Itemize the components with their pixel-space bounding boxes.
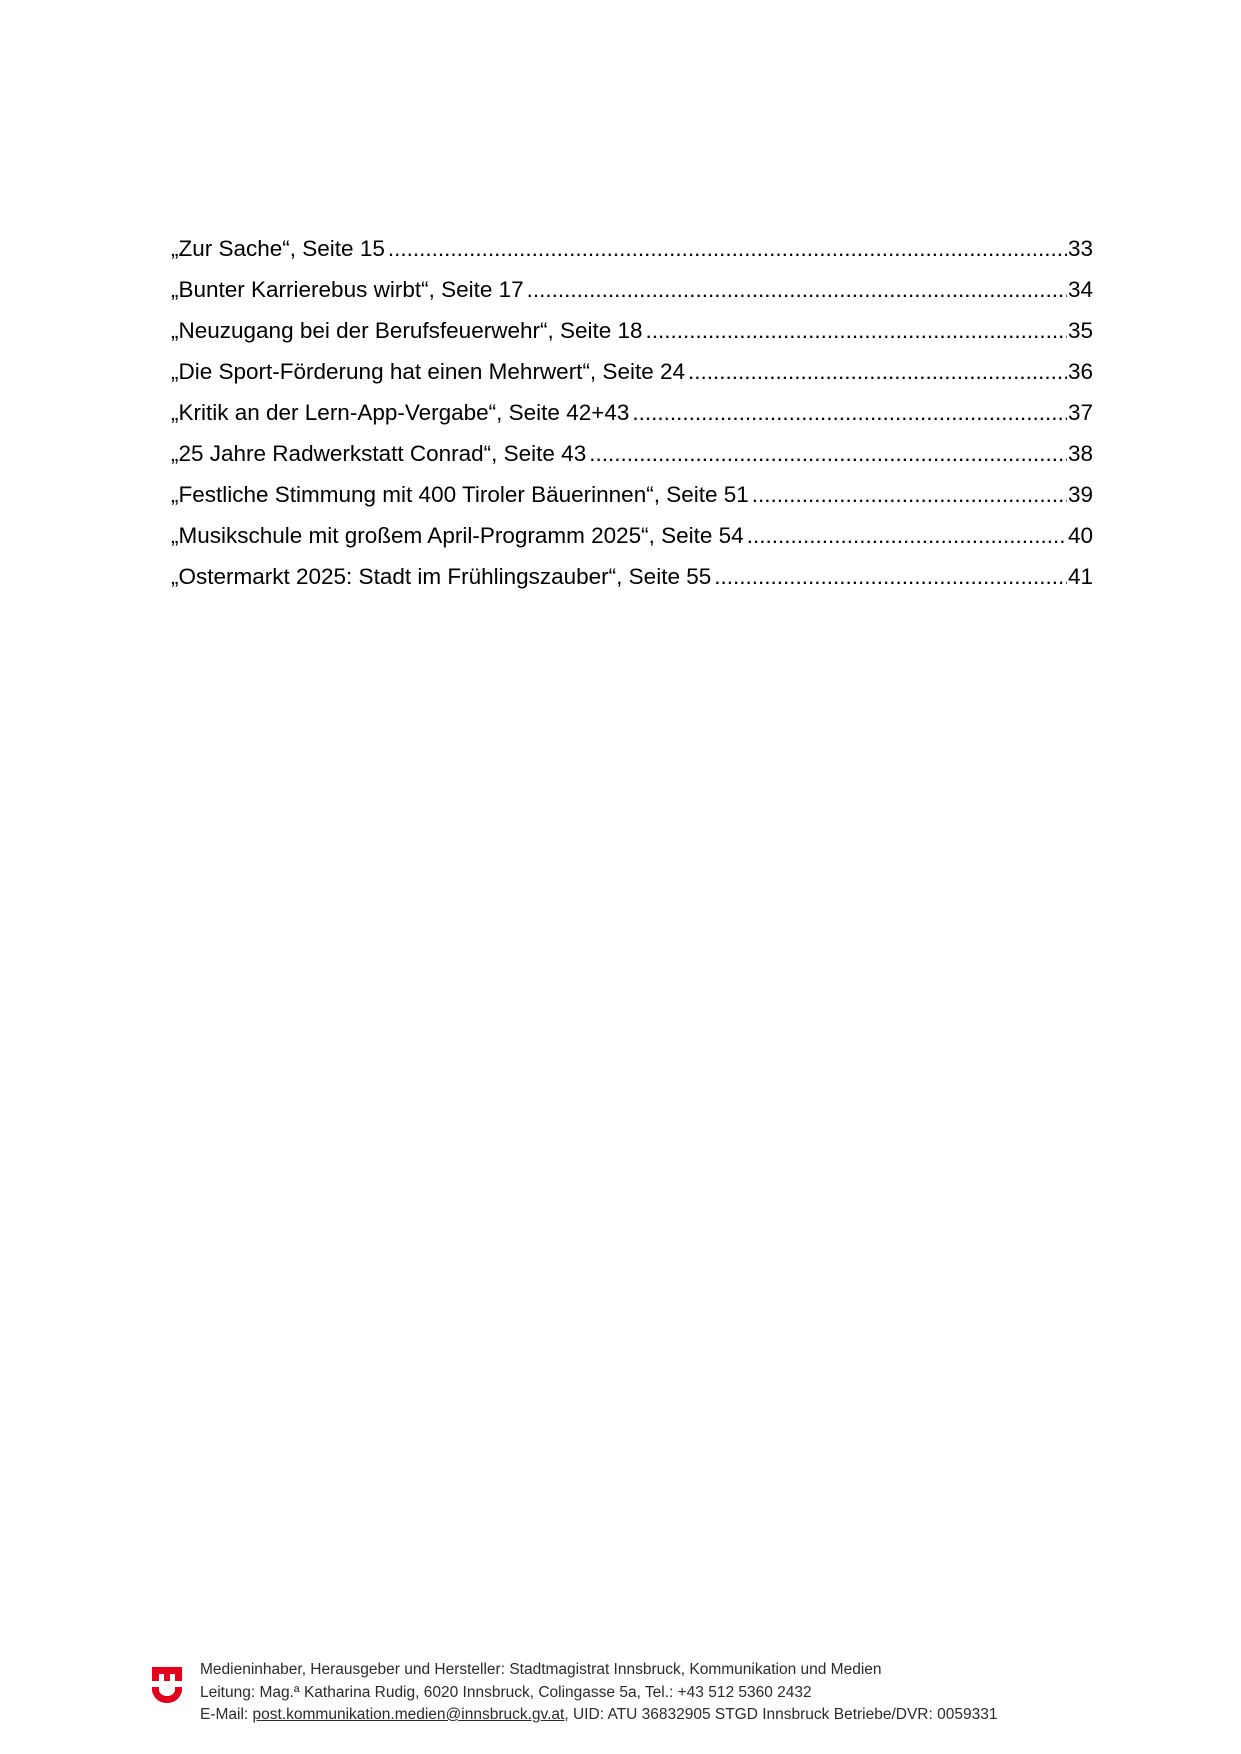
toc-entry[interactable] <box>171 562 1093 603</box>
toc-entry[interactable] <box>171 521 1093 562</box>
footer-management-line: Leitung: Mag.ª Katharina Rudig, 6020 Innsbruck, Colingasse 5a, Tel.: +43 512 5360 2432 <box>200 1683 812 1701</box>
toc-entry-title: „Neuzugang bei der Berufsfeuerwehr“, Seite 18 <box>171 318 643 343</box>
toc-entry-title: „Die Sport-Förderung hat einen Mehrwert“, Seite 24 <box>171 359 685 384</box>
toc-entry-page: 35 <box>1067 318 1093 343</box>
toc-entry-page: 37 <box>1067 400 1093 425</box>
toc-entry-title: „25 Jahre Radwerkstatt Conrad“, Seite 43 <box>171 441 587 466</box>
toc-entry-title: „Festliche Stimmung mit 400 Tiroler Bäuerinnen“, Seite 51 <box>171 482 749 507</box>
innsbruck-logo-icon <box>150 1665 184 1705</box>
toc-entry[interactable] <box>171 357 1093 398</box>
toc-entry[interactable] <box>171 234 1093 275</box>
toc-entry[interactable] <box>171 275 1093 316</box>
toc-entry-title: „Musikschule mit großem April-Programm 2025“, Seite 54 <box>171 523 744 548</box>
toc-entry-page: 39 <box>1067 482 1093 507</box>
toc-entry-title: „Bunter Karrierebus wirbt“, Seite 17 <box>171 277 524 302</box>
footer-publisher-line: Medieninhaber, Herausgeber und Hersteller: Stadtmagistrat Innsbruck, Kommunikation und Medien <box>200 1661 882 1678</box>
footer-email-prefix: E-Mail: <box>200 1706 253 1723</box>
toc-entry-title: „Ostermarkt 2025: Stadt im Frühlingszauber“, Seite 55 <box>171 564 712 589</box>
toc-entry[interactable] <box>171 316 1093 357</box>
page-footer <box>150 1659 1150 1729</box>
toc-dot-leader <box>714 562 1067 592</box>
toc-entry-title: „Kritik an der Lern-App-Vergabe“, Seite 42+43 <box>171 400 630 425</box>
footer-uid: , UID: ATU 36832905 STGD Innsbruck Betriebe/DVR: 0059331 <box>564 1706 998 1723</box>
footer-imprint <box>200 1659 997 1727</box>
toc-dot-leader <box>632 398 1067 428</box>
toc-entry-page: 38 <box>1067 441 1093 466</box>
toc-entry-page: 34 <box>1067 277 1093 302</box>
toc-dot-leader <box>688 357 1067 387</box>
toc-dot-leader <box>589 439 1067 469</box>
footer-email-link[interactable]: post.kommunikation.medien@innsbruck.gv.at <box>252 1706 565 1723</box>
toc-entry-page: 33 <box>1067 236 1093 261</box>
table-of-contents <box>171 234 1093 603</box>
toc-entry[interactable] <box>171 398 1093 439</box>
toc-entry-page: 36 <box>1067 359 1093 384</box>
toc-entry-title: „Zur Sache“, Seite 15 <box>171 236 385 261</box>
toc-dot-leader <box>527 275 1067 305</box>
toc-entry-page: 41 <box>1067 564 1093 589</box>
toc-entry[interactable] <box>171 480 1093 521</box>
toc-dot-leader <box>747 521 1067 551</box>
toc-entry[interactable] <box>171 439 1093 480</box>
toc-entry-page: 40 <box>1067 523 1093 548</box>
toc-dot-leader <box>388 234 1067 264</box>
toc-dot-leader <box>752 480 1067 510</box>
footer-contact-line <box>200 1704 997 1727</box>
toc-dot-leader <box>646 316 1067 346</box>
